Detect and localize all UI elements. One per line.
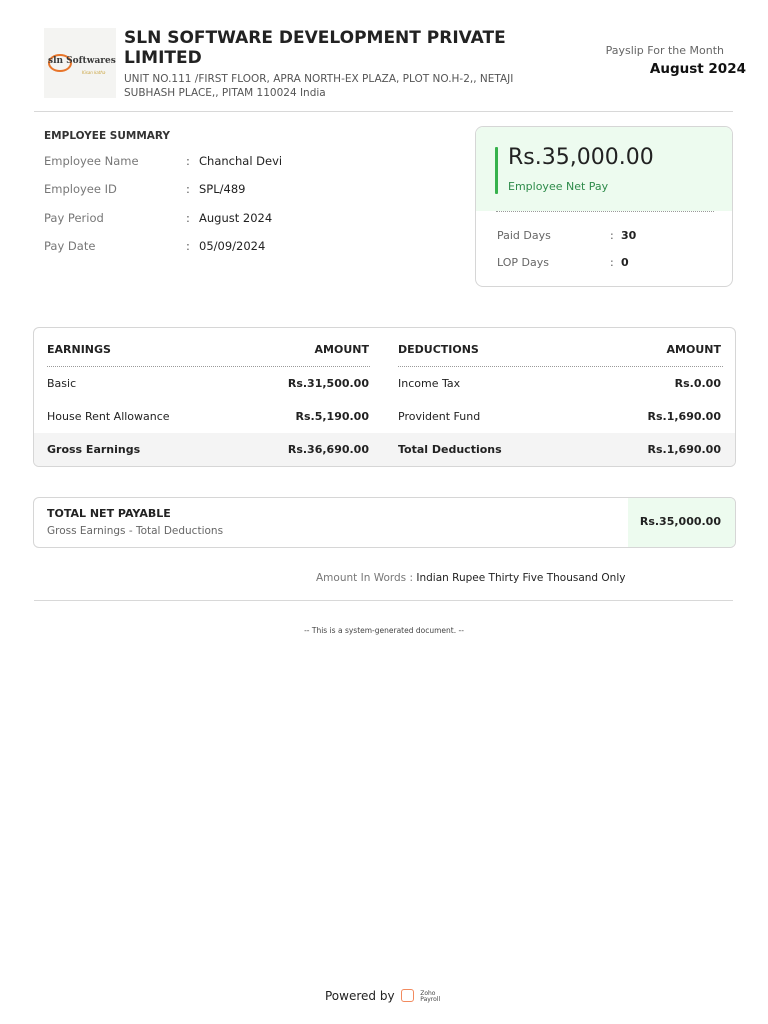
summary-label: Pay Date: [44, 239, 96, 253]
gross-earnings-label: Gross Earnings: [47, 443, 141, 456]
deductions-amount-header: AMOUNT: [666, 343, 721, 356]
deductions-header: DEDUCTIONS: [398, 343, 479, 356]
payslip-header: [44, 28, 750, 112]
total-net-payable-box: [33, 497, 736, 548]
earning-label-basic: Basic: [47, 377, 77, 390]
gross-earnings-amount: Rs.36,690.00: [287, 443, 369, 456]
payslip-month-value: August 2024: [649, 61, 746, 77]
summary-colon: :: [186, 182, 190, 196]
summary-colon: :: [186, 239, 190, 253]
payroll-brand-line1: Zoho: [420, 990, 436, 997]
lop-days-colon: :: [610, 256, 614, 269]
net-pay-divider: [496, 211, 714, 212]
earnings-amount-header: AMOUNT: [314, 343, 369, 356]
net-pay-amount: Rs.35,000.00: [508, 145, 654, 170]
total-deductions-label: Total Deductions: [398, 443, 502, 456]
payroll-brand-line2: Payroll: [420, 996, 441, 1003]
payroll-logo-icon: [401, 989, 414, 1002]
net-pay-card: [475, 126, 733, 287]
earnings-header-divider: [47, 366, 370, 367]
deduction-amount-income-tax: Rs.0.00: [674, 377, 721, 390]
earnings-deductions-table: [33, 327, 736, 467]
amount-in-words: [316, 572, 625, 584]
summary-colon: :: [186, 211, 190, 225]
deduction-label-income-tax: Income Tax: [398, 377, 461, 390]
logo-text: sln Softwares: [48, 56, 116, 66]
summary-label: Employee ID: [44, 182, 117, 196]
powered-by-label: Powered by: [325, 989, 395, 1003]
system-generated-note: -- This is a system-generated document. --: [304, 626, 464, 635]
net-pay-accent-bar: [495, 147, 498, 194]
summary-label: Employee Name: [44, 154, 139, 168]
logo-tagline: Kisan katha: [82, 70, 106, 75]
earning-amount-basic: Rs.31,500.00: [287, 377, 369, 390]
employee-summary-title: EMPLOYEE SUMMARY: [44, 130, 171, 142]
header-divider: [34, 111, 733, 112]
powered-by: [325, 989, 440, 1003]
summary-value: August 2024: [199, 211, 273, 225]
company-name: SLN SOFTWARE DEVELOPMENT PRIVATE LIMITED: [124, 28, 506, 68]
payslip-month-label: Payslip For the Month: [605, 44, 724, 57]
net-pay-label: Employee Net Pay: [508, 180, 609, 193]
company-address: UNIT NO.111 /FIRST FLOOR, APRA NORTH-EX PLAZA, PLOT NO.H-2,, NETAJI SUBHASH PLACE,, PITAM 110024 India: [124, 73, 514, 99]
net-payable-amount: Rs.35,000.00: [639, 515, 721, 528]
payroll-brand: [420, 991, 440, 1003]
deduction-label-provident-fund: Provident Fund: [398, 410, 481, 423]
lop-days-label: LOP Days: [497, 256, 549, 269]
earning-amount-hra: Rs.5,190.00: [295, 410, 369, 423]
footer-divider: [34, 600, 733, 601]
net-payable-formula: Gross Earnings - Total Deductions: [47, 525, 224, 537]
summary-value: Chanchal Devi: [199, 154, 283, 168]
amount-in-words-value: Indian Rupee Thirty Five Thousand Only: [416, 572, 626, 584]
summary-colon: :: [186, 154, 190, 168]
net-payable-title: TOTAL NET PAYABLE: [47, 507, 171, 520]
summary-label: Pay Period: [44, 211, 104, 225]
earning-label-hra: House Rent Allowance: [47, 410, 170, 423]
lop-days-value: 0: [621, 256, 629, 269]
deduction-amount-provident-fund: Rs.1,690.00: [647, 410, 721, 423]
paid-days-colon: :: [610, 229, 614, 242]
total-deductions-amount: Rs.1,690.00: [647, 443, 721, 456]
summary-value: 05/09/2024: [199, 239, 266, 253]
deductions-header-divider: [398, 366, 723, 367]
amount-in-words-label: Amount In Words :: [316, 572, 417, 584]
summary-value: SPL/489: [199, 182, 246, 196]
paid-days-value: 30: [621, 229, 637, 242]
paid-days-label: Paid Days: [497, 229, 551, 242]
company-logo: [44, 28, 116, 98]
earnings-header: EARNINGS: [47, 343, 111, 356]
